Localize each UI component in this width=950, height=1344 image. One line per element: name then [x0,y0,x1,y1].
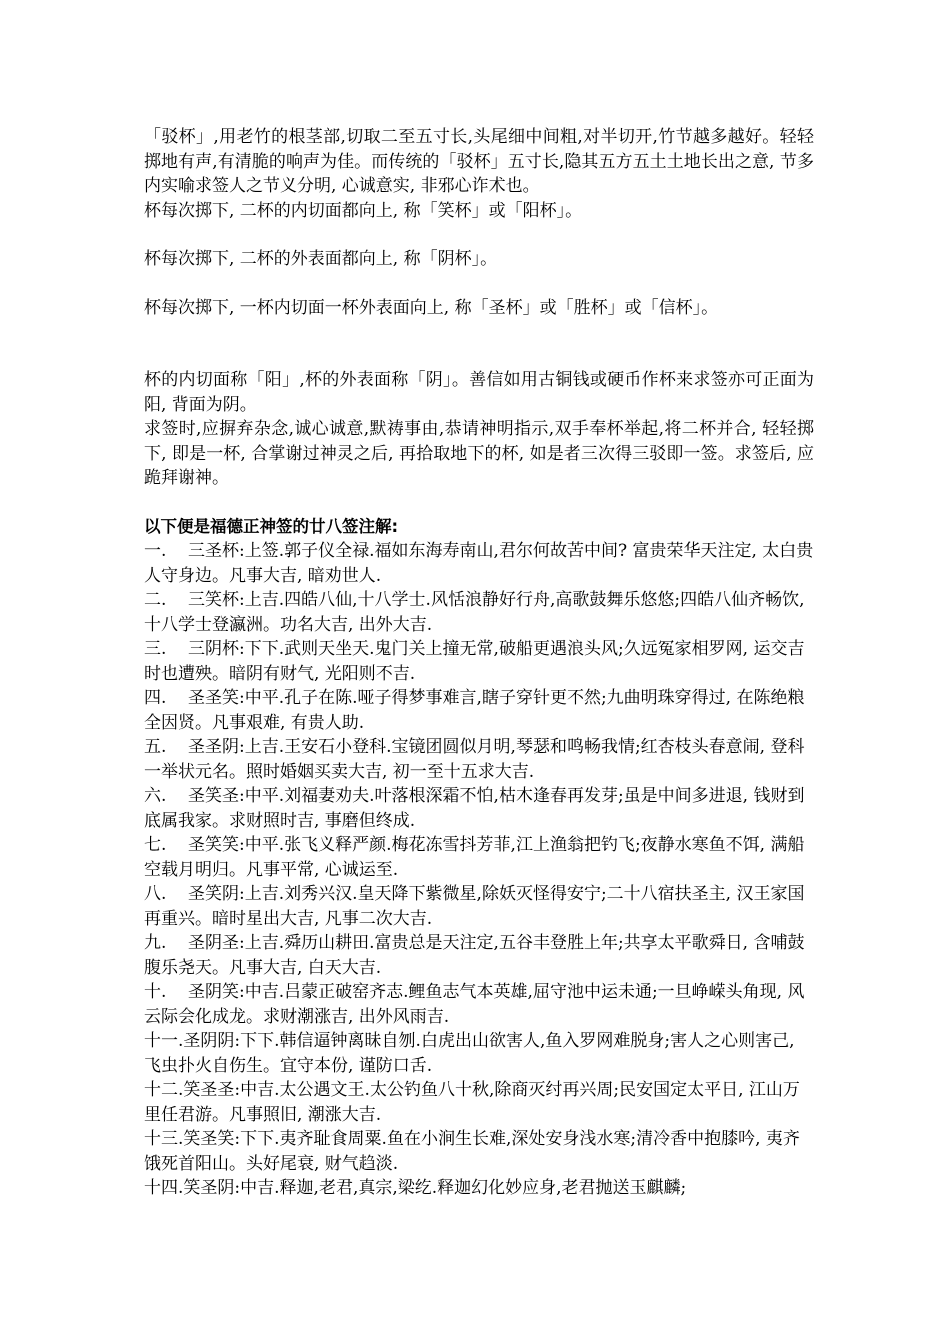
lot-entry-12: 十二.笑圣圣:中吉.太公遇文王.太公钓鱼八十秋,除商灭纣再兴周;民安国定太平日, 江山万里任君游。凡事照旧, 潮涨大吉. [144,1080,800,1125]
intro-paragraph-yin-yang: 杯的内切面称「阳」,杯的外表面称「阴」。善信如用古铜钱或硬币作杯来求签亦可正面为阳, 背面为阴。 [144,370,814,415]
lot-entry-2: 二. 三笑杯:上吉.四皓八仙,十八学士.风恬浪静好行舟,高歌鼓舞乐悠悠;四皓八仙齐畅饮, 十八学士登瀛洲。功名大吉, 出外大吉. [144,590,810,635]
lot-entry-9: 九. 圣阴圣:上吉.舜历山耕田.富贵总是天注定,五谷丰登胜上年;共享太平歌舜日, 含哺鼓腹乐尧天。凡事大吉, 白天大吉. [144,933,805,978]
spacer [144,320,814,368]
spacer [144,272,814,296]
intro-paragraph-procedure: 求签时,应摒弃杂念,诚心诚意,默祷事由,恭请神明指示,双手奉杯举起,将二杯并合, 轻轻掷下, 即是一杯, 合掌谢过神灵之后, 再拾取地下的杯, 如是者三次得三驳即一签。求签后, 应跪拜谢神。 [144,419,814,488]
lot-entry-1: 一. 三圣杯:上签.郭子仪全禄.福如东海寿南山,君尔何故苦中间? 富贵荣华天注定, 太白贵人守身边。凡事大吉, 暗劝世人. [144,541,814,586]
intro-paragraph-smiling-cup: 杯每次掷下, 二杯的内切面都向上, 称「笑杯」或「阳杯」。 [144,200,583,221]
lot-entry-10: 十. 圣阴笑:中吉.吕蒙正破窑齐志.鲤鱼志气本英雄,屈守池中运未通;一旦峥嵘头角现, 风云际会化成龙。求财潮涨吉, 出外风雨吉. [144,982,805,1027]
spacer [144,223,814,247]
intro-paragraph-bamboo-cups: 「驳杯」,用老竹的根茎部,切取二至五寸长,头尾细中间粗,对半切开,竹节越多越好。轻轻掷地有声,有清脆的响声为佳。而传统的「驳杯」五寸长,隐其五方五土土地长出之意, 节多内实喻求签人之节义分明, 心诚意实, 非邪心诈术也。 [144,127,814,196]
lot-entry-4: 四. 圣圣笑:中平.孔子在陈.哑子得梦事难言,瞎子穿针更不然;九曲明珠穿得过, 在陈绝粮全因贤。凡事艰难, 有贵人助. [144,688,805,733]
intro-paragraph-holy-cup: 杯每次掷下, 一杯内切面一杯外表面向上, 称「圣杯」或「胜杯」或「信杯」。 [144,297,719,318]
section-heading: 以下便是福德正神签的廿八签注解: [144,516,399,536]
lot-entry-7: 七. 圣笑笑:中平.张飞义释严颜.梅花冻雪抖芳菲,江上渔翁把钓飞;夜静水寒鱼不饵, 满船空载月明归。凡事平常, 心诚运至. [144,835,805,880]
lot-entry-6: 六. 圣笑圣:中平.刘福妻劝夫.叶落根深霜不怕,枯木逢春再发芽;虽是中间多进退, 钱财到底属我家。求财照时吉, 事磨但终成. [144,786,805,831]
lot-entry-11: 十一.圣阴阴:下下.韩信逼钟离昧自刎.白虎出山欲害人,鱼入罗网难脱身;害人之心则害己, 飞虫扑火自伤生。宜守本份, 谨防口舌. [144,1031,800,1076]
document-page [144,125,814,1201]
lot-entry-5: 五. 圣圣阴:上吉.王安石小登科.宝镜团圆似月明,琴瑟和鸣畅我情;红杏枝头春意闹, 登科一举状元名。照时婚姻买卖大吉, 初一至十五求大吉. [144,737,805,782]
spacer [144,491,814,515]
lot-entry-8: 八. 圣笑阴:上吉.刘秀兴汉.皇天降下紫微星,除妖灭怪得安宁;二十八宿扶圣主, 汉王家国再重兴。暗时星出大吉, 凡事二次大吉. [144,884,805,929]
lot-entry-3: 三. 三阴杯:下下.武则天坐天.鬼门关上撞无常,破船更遇浪头风;久远冤家相罗网, 运交吉时也遭殃。暗阴有财气, 光阳则不吉. [144,639,805,684]
lot-entry-14: 十四.笑圣阴:中吉.释迦,老君,真宗,梁纥.释迦幻化妙应身,老君抛送玉麒麟; [144,1178,687,1198]
lot-entries-list [144,539,814,1201]
intro-paragraph-yin-cup: 杯每次掷下, 二杯的外表面都向上, 称「阴杯」。 [144,249,498,269]
lot-entry-13: 十三.笑圣笑:下下.夷齐耻食周粟.鱼在小涧生长难,深处安身浅水寒;清冷香中抱膝吟, 夷齐饿死首阳山。头好尾衰, 财气趋淡. [144,1129,800,1174]
